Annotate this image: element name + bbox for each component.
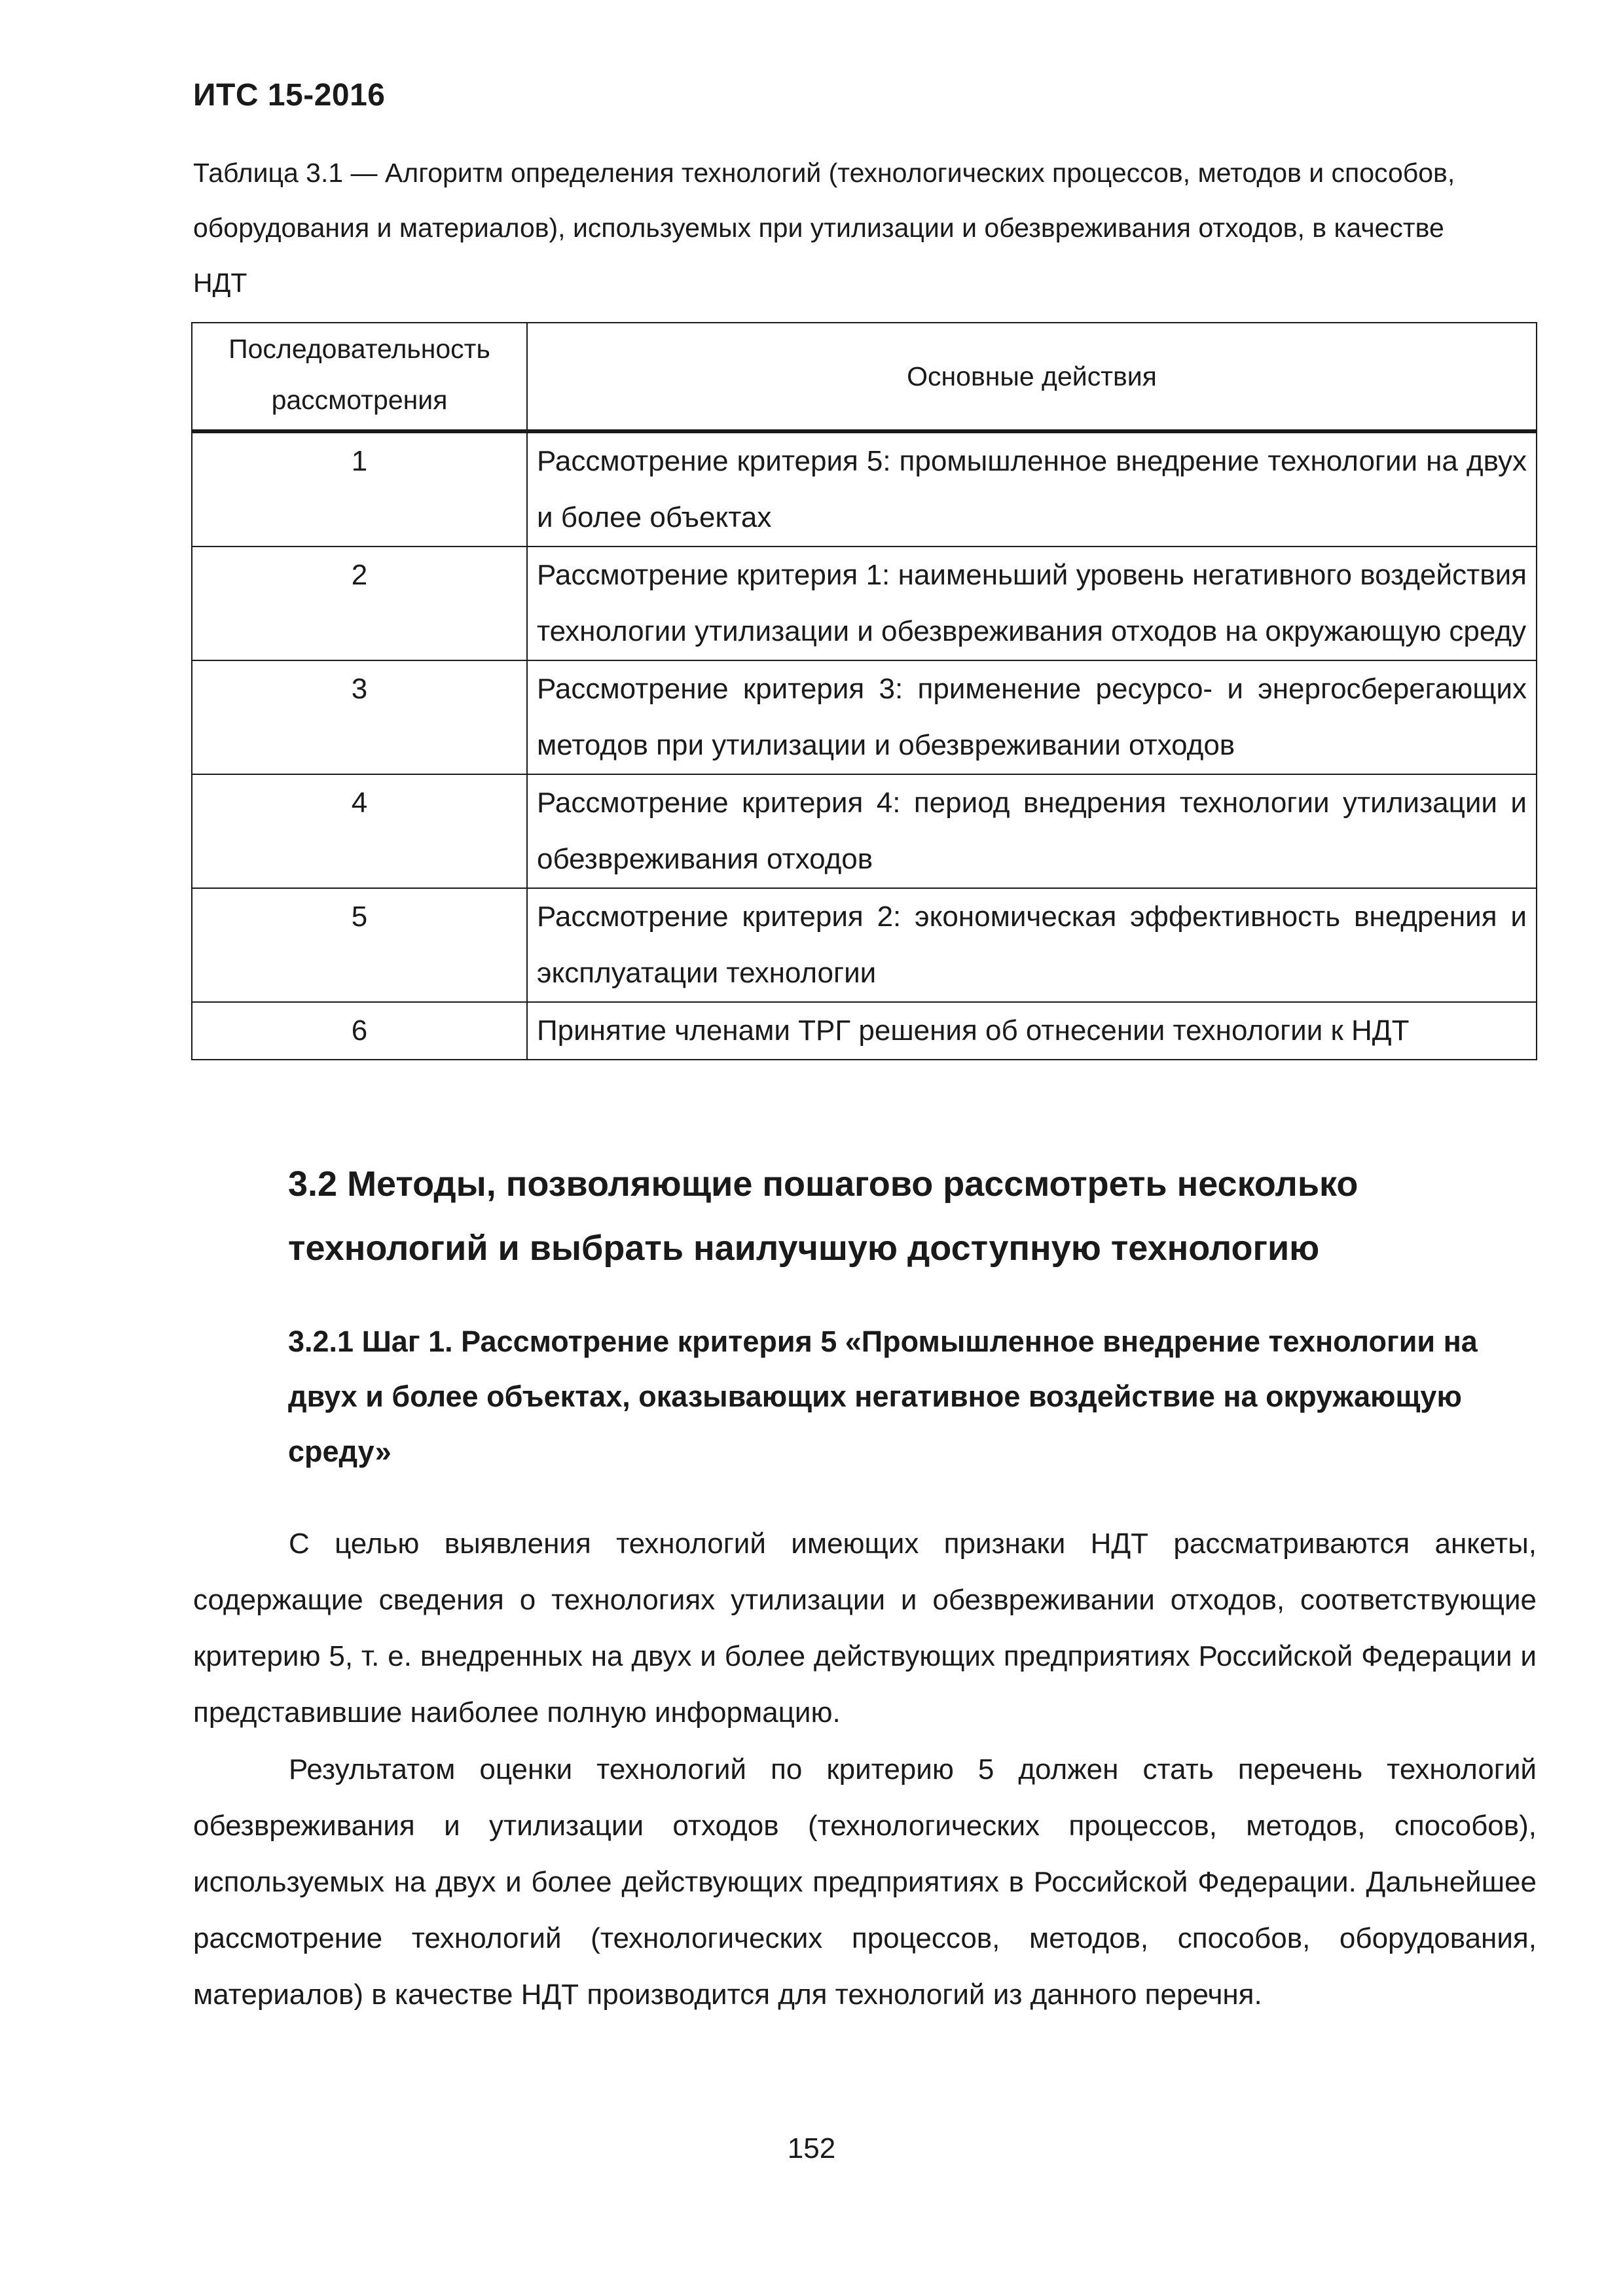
document-code-header: ИТС 15-2016 [193, 78, 386, 113]
body-paragraph: Результатом оценки технологий по критерию 5 должен стать перечень технологий обезвреживания и утилизации отходов (технологических процессов, методов, способов), используемых на двух и более действующих предприятиях в Российской Федерации. Дальнейшее рассмотрение технологий (технологических процессов, методов, способов, оборудования, материалов) в качестве НДТ производится для технологий из данного перечня. [193, 1753, 1537, 2011]
row-number: 6 [192, 1002, 527, 1060]
table-row [192, 1002, 1537, 1060]
table-row [192, 774, 1537, 888]
algorithm-table [191, 322, 1537, 1060]
row-action: Рассмотрение критерия 2: экономическая эффективность внедрения и эксплуатации технологии [527, 888, 1537, 1002]
table-row [192, 547, 1537, 660]
row-action: Принятие членами ТРГ решения об отнесении технологии к НДТ [527, 1002, 1537, 1060]
row-number: 1 [192, 431, 527, 547]
table-caption: Таблица 3.1 — Алгоритм определения технологий (технологических процессов, методов и способов, оборудования и материалов), используемых при утилизации и обезвреживания отходов, в качестве НДТ [193, 158, 1455, 298]
section-title: 3.2 Методы, позволяющие пошагово рассмотреть несколько технологий и выбрать наилучшую доступную технологию [288, 1164, 1359, 1268]
column-header-actions: Основные действия [527, 323, 1537, 431]
page-number: 152 [787, 2132, 836, 2164]
row-action: Рассмотрение критерия 5: промышленное внедрение технологии на двух и более объектах [527, 431, 1537, 547]
row-action: Рассмотрение критерия 1: наименьший уровень негативного воздействия технологии утилизации и обезвреживания отходов на окружающую среду [527, 547, 1537, 660]
table-header-row [192, 323, 1537, 431]
row-number: 3 [192, 660, 527, 774]
subsection-title: 3.2.1 Шаг 1. Рассмотрение критерия 5 «Промышленное внедрение технологии на двух и более объектах, оказывающих негативное воздействие на окружающую среду» [288, 1325, 1478, 1468]
row-number: 5 [192, 888, 527, 1002]
table-row [192, 888, 1537, 1002]
row-number: 4 [192, 774, 527, 888]
table-row [192, 431, 1537, 547]
body-paragraph: С целью выявления технологий имеющих признаки НДТ рассматриваются анкеты, содержащие сведения о технологиях утилизации и обезвреживании отходов, соответствующие критерию 5, т. е. внедренных на двух и более действующих предприятиях Российской Федерации и представившие наиболее полную информацию. [193, 1528, 1537, 1729]
row-number: 2 [192, 547, 527, 660]
row-action: Рассмотрение критерия 3: применение ресурсо- и энергосберегающих методов при утилизации и обезвреживании отходов [527, 660, 1537, 774]
column-header-sequence: Последовательность рассмотрения [192, 323, 527, 431]
table-row [192, 660, 1537, 774]
row-action: Рассмотрение критерия 4: период внедрения технологии утилизации и обезвреживания отходов [527, 774, 1537, 888]
